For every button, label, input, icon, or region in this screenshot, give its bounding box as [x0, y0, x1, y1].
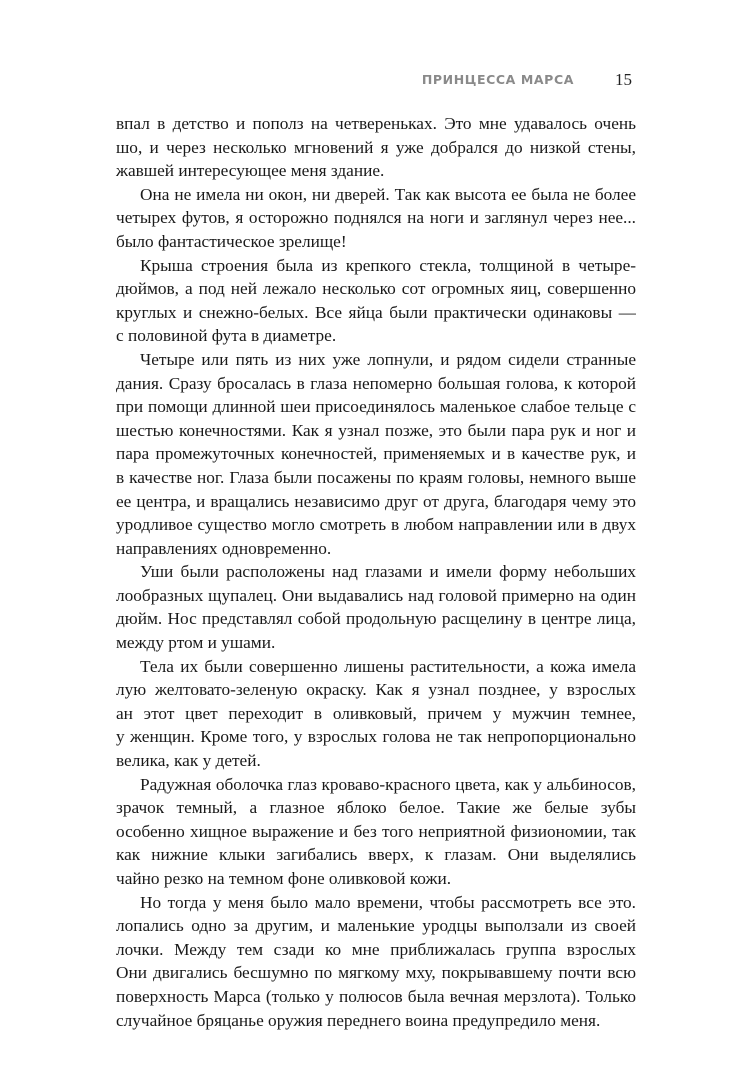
text-line: пара промежуточных конечностей, применяемых и в качестве рук, и	[116, 444, 636, 464]
running-header	[116, 70, 634, 90]
paragraph	[116, 655, 636, 773]
text-line: Уши были расположены над глазами и имели форму небольших	[140, 562, 636, 582]
paragraph	[116, 560, 636, 654]
text-line: зрачок темный, а глазное яблоко белое. Такие же белые зубы	[116, 798, 636, 818]
text-line: поверхность Марса (только у полюсов была вечная мерзлота). Только	[116, 986, 636, 1006]
paragraph	[116, 183, 636, 254]
text-line: впал в детство и пополз на четвереньках. Это мне удавалось очень	[116, 114, 636, 133]
text-line: Радужная оболочка глаз кроваво-красного цвета, как у альбиносов,	[140, 774, 636, 794]
text-line: с половиной фута в диаметре.	[116, 326, 337, 346]
paragraph	[116, 348, 636, 560]
text-line: уродливое существо могло смотреть в любом направлении или в двух	[116, 515, 636, 535]
text-line: дюймов, а под ней лежало несколько сот огромных яиц, совершенно	[116, 279, 636, 299]
text-line: было фантастическое зрелище!	[116, 231, 347, 251]
text-line: особенно хищное выражение и без того неприятной физиономии, так	[116, 821, 636, 841]
body-text	[116, 112, 636, 1032]
text-line: в качестве ног. Глаза были посажены по краям головы, немного выше	[116, 467, 636, 487]
text-line: круглых и снежно-белых. Все яйца были практически одинаковы —	[116, 302, 636, 322]
text-line: направлениях одновременно.	[116, 538, 332, 558]
text-line: случайное бряцанье оружия переднего воина предупредило меня.	[116, 1010, 601, 1030]
text-line: как нижние клыки загибались вверх, к глазам. Они выделялись	[116, 845, 636, 865]
text-line: жавшей интересующее меня здание.	[116, 161, 385, 181]
page-number: 15	[615, 70, 632, 89]
paragraph	[116, 112, 636, 183]
text-line: Но тогда у меня было мало времени, чтобы рассмотреть все это.	[140, 892, 636, 912]
paragraph	[116, 773, 636, 891]
text-line: ее центра, и вращались независимо друг от друга, благодаря чему это	[116, 491, 636, 511]
text-line: у женщин. Кроме того, у взрослых голова не так непропорционально	[116, 727, 636, 747]
text-line: Она не имела ни окон, ни дверей. Так как высота ее была не более	[140, 184, 636, 204]
paragraph	[116, 254, 636, 348]
text-line: Крыша строения была из крепкого стекла, толщиной в четыре-	[140, 255, 636, 275]
text-line: при помощи длинной шеи присоединялось маленькое слабое тельце с	[116, 397, 636, 417]
text-line: ан этот цвет переходит в оливковый, причем у мужчин темнее,	[116, 703, 636, 723]
paragraph	[116, 891, 636, 1033]
text-line: лопались одно за другим, и маленькие уродцы выползали из своей	[116, 916, 636, 936]
text-line: дюйм. Нос представлял собой продольную расщелину в центре лица,	[116, 609, 636, 629]
text-line: шестью конечностями. Как я узнал позже, это были пара рук и ног и	[116, 420, 636, 440]
text-line: шо, и через несколько мгновений я уже добрался до низкой стены,	[116, 137, 636, 157]
text-line: четырех футов, я осторожно поднялся на ноги и заглянул через нее...	[116, 208, 636, 228]
text-line: Они двигались бесшумно по мягкому мху, покрывавшему почти всю	[116, 963, 636, 983]
text-line: дания. Сразу бросалась в глаза непомерно большая голова, к которой	[116, 373, 636, 393]
text-line: лообразных щупалец. Они выдавались над головой примерно на один	[116, 585, 636, 605]
text-line: чайно резко на темном фоне оливковой кожи.	[116, 869, 452, 888]
text-line: Тела их были совершенно лишены растительности, а кожа имела	[140, 656, 636, 676]
text-line: лую желтовато-зеленую окраску. Как я узнал позднее, у взрослых	[116, 680, 636, 700]
running-title: ПРИНЦЕССА МАРСА	[421, 72, 574, 87]
text-line: лочки. Между тем сзади ко мне приближалась группа взрослых	[116, 939, 636, 959]
text-line: Четыре или пять из них уже лопнули, и рядом сидели странные	[140, 349, 636, 369]
text-line: велика, как у детей.	[116, 751, 261, 771]
text-line: между ртом и ушами.	[116, 633, 276, 653]
